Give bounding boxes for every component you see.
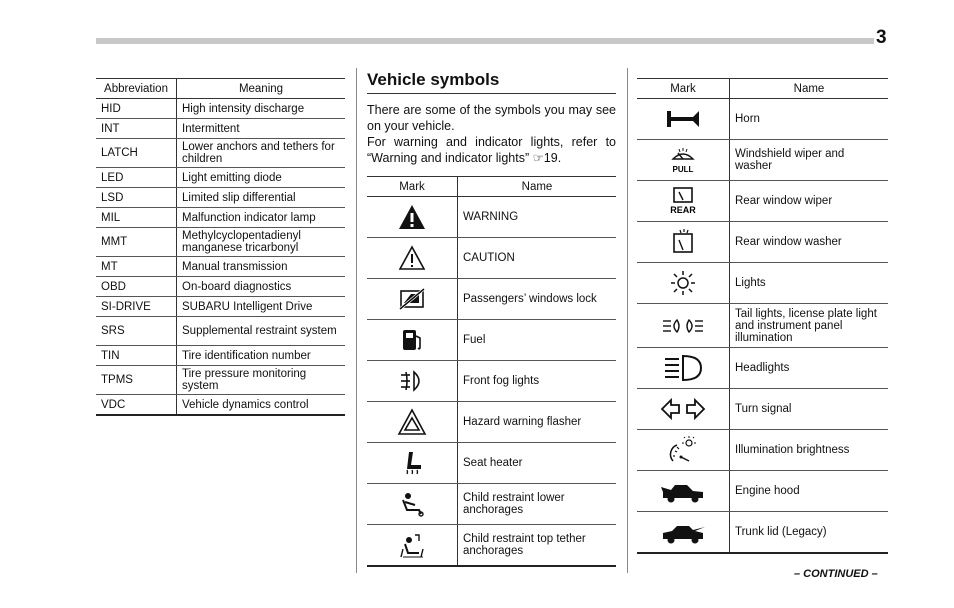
symbol-name: Trunk lid (Legacy) [730,512,889,554]
title-rule [367,93,616,94]
rear-washer-icon [637,228,729,256]
abbr-cell: SI-DRIVE [96,297,177,317]
abbr-cell: LSD [96,188,177,208]
symbol-name: Windshield wiper and washer [730,140,889,181]
meaning-cell: Malfunction indicator lamp [177,208,346,228]
fuel-icon [367,326,457,354]
column-header: Abbreviation [96,79,177,99]
symbol-name: Rear window washer [730,222,889,263]
illumination-icon [637,435,729,465]
abbr-cell: MT [96,257,177,277]
abbr-cell: MIL [96,208,177,228]
symbol-name: Front fog lights [458,361,617,402]
meaning-cell: Limited slip differential [177,188,346,208]
meaning-cell: On-board diagnostics [177,277,346,297]
abbr-cell: LATCH [96,139,177,168]
continued-label: – CONTINUED – [794,568,878,580]
symbol-name: Passengers’ windows lock [458,279,617,320]
symbol-name: WARNING [458,197,617,238]
meaning-cell: Intermittent [177,119,346,139]
symbols-table-middle [367,176,616,567]
meaning-cell: Lower anchors and tethers for children [177,139,346,168]
meaning-cell: Supplemental restraint system [177,317,346,346]
symbol-name: Fuel [458,320,617,361]
meaning-cell: High intensity discharge [177,99,346,119]
page-number: 3 [876,27,887,48]
seat-heater-icon [367,449,457,477]
intro-paragraph-ref: For warning and indicator lights, refer to “Warning and indicator lights” ☞19. [367,135,616,165]
abbr-cell: TIN [96,346,177,366]
abbr-cell: SRS [96,317,177,346]
meaning-cell: Tire identification number [177,346,346,366]
symbol-name: Illumination brightness [730,430,889,471]
rear-wiper-icon [637,186,729,216]
meaning-cell: SUBARU Intelligent Drive [177,297,346,317]
symbol-name: Seat heater [458,443,617,484]
meaning-cell: Tire pressure monitoring system [177,366,346,395]
symbols-table-right [637,78,888,554]
intro-paragraph: There are some of the symbols you may see on your vehicle. [367,103,616,133]
trunk-lid-icon [637,519,729,545]
column-header: Mark [367,177,458,197]
lights-icon [637,269,729,297]
turn-signal-icon [637,396,729,422]
warning-icon [367,203,457,231]
column-header: Name [458,177,617,197]
column-divider [356,68,357,573]
rear-icon-label: REAR [670,205,696,215]
front-fog-icon [367,367,457,395]
wiper-icon-label: PULL [672,165,694,174]
column-header: Meaning [177,79,346,99]
symbol-name: Rear window wiper [730,181,889,222]
window-lock-icon [367,285,457,313]
meaning-cell: Manual transmission [177,257,346,277]
symbol-name: Headlights [730,348,889,389]
symbol-name: Turn signal [730,389,889,430]
abbr-cell: LED [96,168,177,188]
meaning-cell: Vehicle dynamics control [177,395,346,416]
meaning-cell: Methylcyclopentadienyl manganese tricarbonyl [177,228,346,257]
column-header: Mark [637,79,730,99]
symbol-name: Engine hood [730,471,889,512]
symbol-name: Child restraint top tether anchorages [458,525,617,567]
column-header: Name [730,79,889,99]
section-title: Vehicle symbols [367,70,500,89]
abbr-cell: MMT [96,228,177,257]
engine-hood-icon [637,478,729,504]
wiper-washer-icon [637,145,729,175]
meaning-cell: Light emitting diode [177,168,346,188]
symbol-name: Tail lights, license plate light and instrument panel illumination [730,304,889,348]
hazard-icon [367,408,457,436]
symbol-name: CAUTION [458,238,617,279]
abbreviation-table [96,78,345,416]
abbr-cell: INT [96,119,177,139]
abbr-cell: OBD [96,277,177,297]
horn-icon [637,105,729,133]
column-divider [627,68,628,573]
abbr-cell: VDC [96,395,177,416]
symbol-name: Child restraint lower anchorages [458,484,617,525]
headlights-icon [637,353,729,383]
abbr-cell: TPMS [96,366,177,395]
caution-icon [367,244,457,272]
header-bar [96,38,874,44]
symbol-name: Horn [730,99,889,140]
tail-lights-icon [637,312,729,340]
abbr-cell: HID [96,99,177,119]
child-top-tether-icon [367,531,457,559]
symbol-name: Hazard warning flasher [458,402,617,443]
child-lower-anchor-icon [367,490,457,518]
symbol-name: Lights [730,263,889,304]
